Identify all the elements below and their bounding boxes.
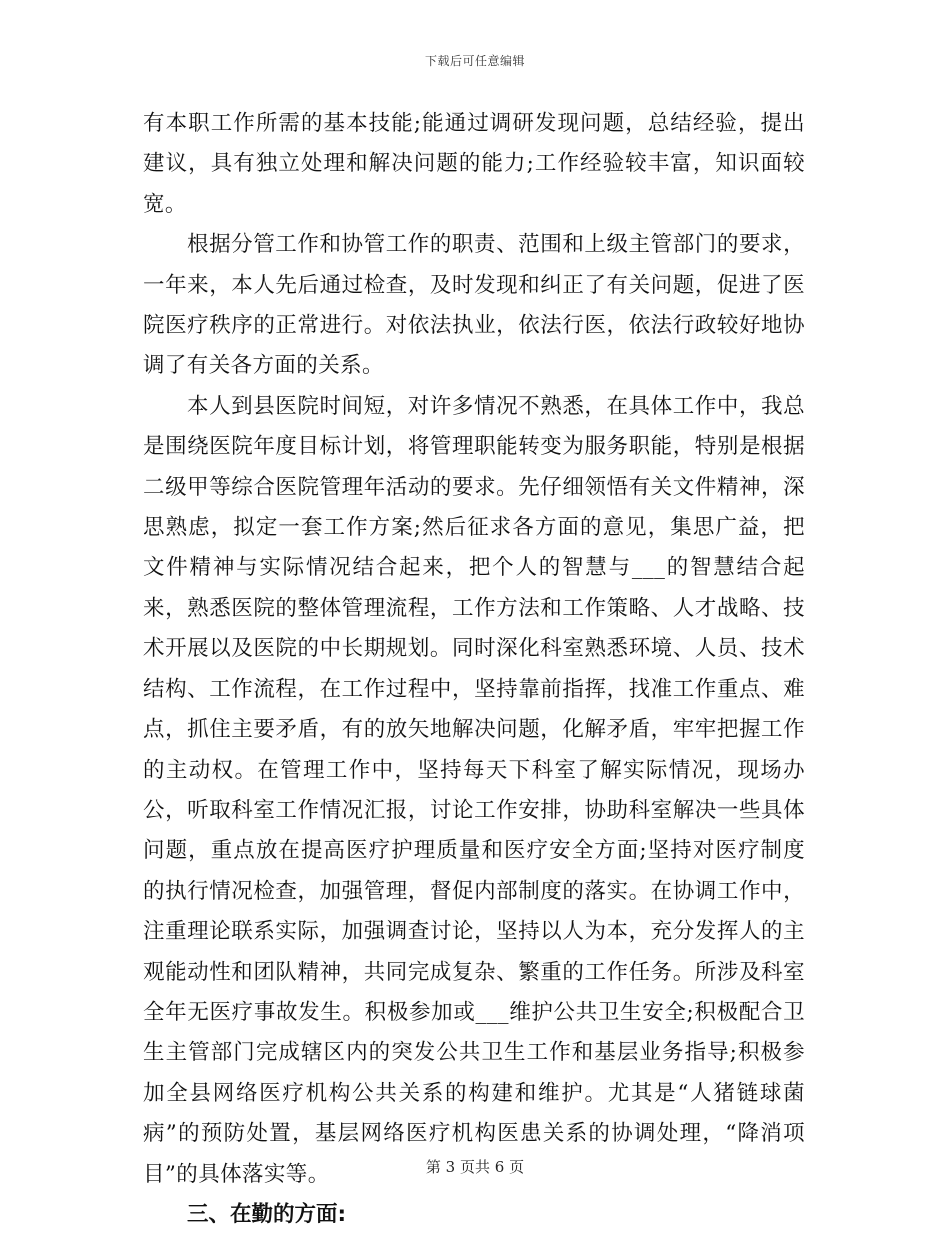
paragraph-continued: 有本职工作所需的基本技能;能通过调研发现问题，总结经验，提出建议，具有独立处理和解决问题的能力;工作经验较丰富，知识面较宽。 <box>143 111 805 217</box>
paragraph-work-summary: 本人到县医院时间短，对许多情况不熟悉，在具体工作中，我总是围绕医院年度目标计划，将管理职能转变为服务职能，特别是根据二级甲等综合医院管理年活动的要求。先仔细领悟有关文件精神，深思熟虑，拟定一套工作方案;然后征求各方面的意见，集思广益，把文件精神与实际情况结合起来，把个人的智慧与___的智慧结合起来，熟悉医院的整体管理流程，工作方法和工作策略、人才战略、技术开展以及医院的中长期规划。同时深化科室熟悉环境、人员、技术结构、工作流程，在工作过程中，坚持靠前指挥，找准工作重点、难点，抓住主要矛盾，有的放矢地解决问题，化解矛盾，牢牢把握工作的主动权。在管理工作中，坚持每天下科室了解实际情况，现场办公，听取科室工作情况汇报，讨论工作安排，协助科室解决一些具体问题，重点放在提高医疗护理质量和医疗安全方面;坚持对医疗制度的执行情况检查，加强管理，督促内部制度的落实。在协调工作中，注重理论联系实际，加强调查讨论，坚持以人为本，充分发挥人的主观能动性和团队精神，共同完成复杂、繁重的工作任务。所涉及科室全年无医疗事故发生。积极参加或___维护公共卫生安全;积极配合卫生主管部门完成辖区内的突发公共卫生工作和基层业务指导;积极参加全县网络医疗机构公共关系的构建和维护。尤其是“人猪链球菌病”的预防处置，基层网络医疗机构医患关系的协调处理，“降消项目”的具体落实等。 <box>143 393 805 1187</box>
section-heading: 三、在勤的方面: <box>187 1201 347 1227</box>
document-body <box>143 104 805 1235</box>
paragraph-responsibilities: 根据分管工作和协管工作的职责、范围和上级主管部门的要求，一年来，本人先后通过检查，及时发现和纠正了有关问题，促进了医院医疗秩序的正常进行。对依法执业，依法行医，依法行政较好地协调了有关各方面的关系。 <box>143 232 805 379</box>
page-footer: 第 3 页共 6 页 <box>425 1158 525 1176</box>
page-header: 下载后可任意编辑 <box>424 54 525 68</box>
